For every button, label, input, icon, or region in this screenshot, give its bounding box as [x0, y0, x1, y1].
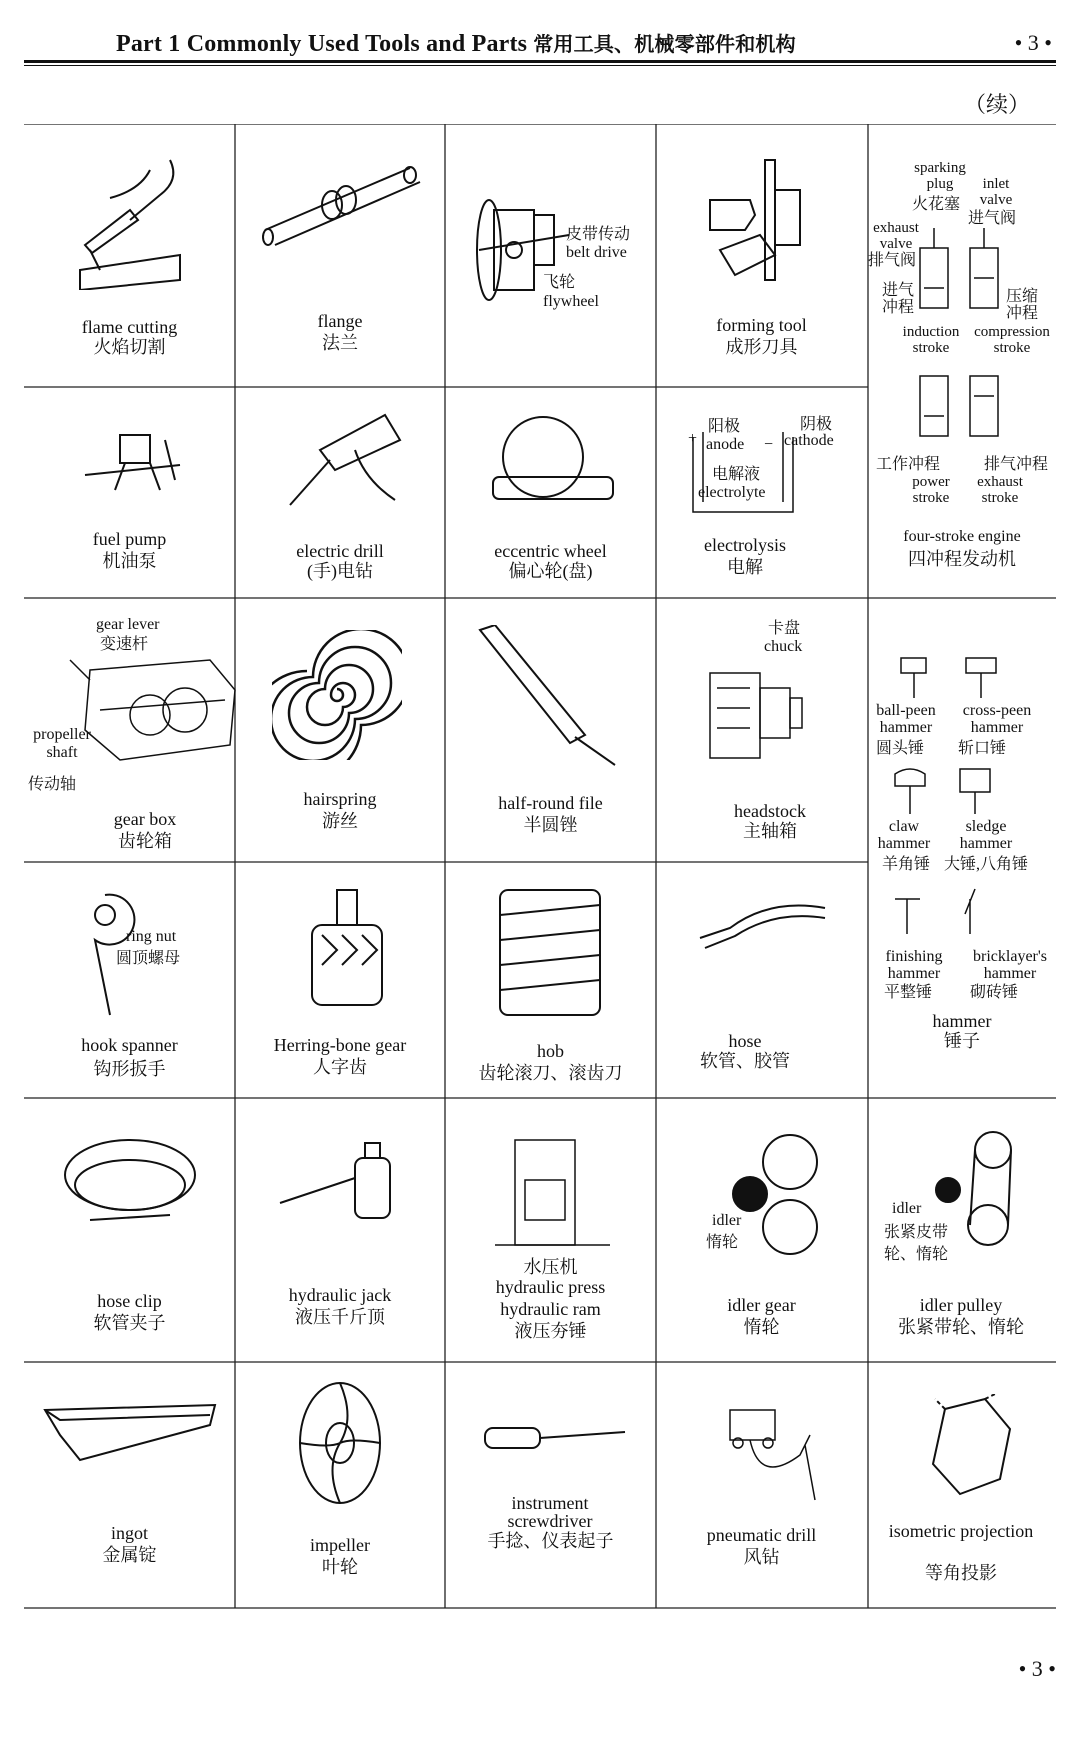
hydraulic-press-illustration [495, 1130, 610, 1250]
gear-lever-cn: 变速杆 [100, 636, 149, 653]
electric-drill-illustration [275, 410, 405, 520]
idler-pulley-label-en: idler [892, 1200, 922, 1217]
continued-marker: （续） [964, 92, 1031, 117]
ball-peen-en: ball-peen hammer [876, 702, 936, 736]
half-round-file-en: half-round file [498, 793, 603, 813]
eccentric-wheel-illustration [488, 412, 618, 512]
forming-tool-illustration [700, 155, 810, 285]
gear-box-cn: 齿轮箱 [118, 831, 172, 851]
induction-en: induction stroke [902, 324, 960, 356]
hairspring-cn: 游丝 [322, 811, 358, 831]
eccentric-wheel-en: eccentric wheel [494, 541, 607, 561]
idler-pulley-en: idler pulley [919, 1295, 1003, 1315]
exhaust-valve-en: exhaust valve [873, 220, 919, 252]
plus-sign: + [688, 430, 698, 447]
half-round-file-cn: 半圆锉 [523, 815, 578, 835]
hammer-row1-illustration [896, 648, 1026, 703]
herring-bone-gear-en: Herring-bone gear [273, 1035, 407, 1055]
chuck-cn: 卡盘 [768, 620, 801, 637]
ring-nut-cn: 圆顶螺母 [116, 950, 181, 967]
header-rule-thin [24, 65, 1056, 66]
idler-cn: 惰轮 [706, 1234, 739, 1251]
isometric-projection-illustration [925, 1394, 1015, 1499]
screwdriver-en: instrument screwdriver [507, 1493, 593, 1531]
hammer-cn: 锤子 [944, 1031, 980, 1051]
idler-gear-illustration [725, 1132, 825, 1262]
four-stroke-engine-en: four-stroke engine [903, 528, 1021, 545]
compression-en: compression stroke [974, 324, 1050, 356]
claw-hammer-en: claw hammer [877, 818, 931, 852]
hose-en: hose [728, 1031, 762, 1051]
inlet-valve-cn: 进气阀 [968, 210, 1017, 227]
hammer-row3-illustration [890, 884, 1020, 939]
finishing-hammer-cn: 平整锤 [884, 984, 933, 1001]
hose-cn: 软管、胶管 [700, 1051, 790, 1071]
forming-tool-en: forming tool [716, 315, 807, 335]
fuel-pump-cn: 机油泵 [102, 551, 157, 571]
headstock-en: headstock [734, 801, 806, 821]
engine-bottom-illustration [910, 366, 1020, 456]
electrolyte-en: electrolyte [698, 484, 766, 501]
flywheel-label-cn: 飞轮 [543, 274, 576, 291]
herring-bone-gear-illustration [302, 885, 392, 1015]
hydraulic-jack-en: hydraulic jack [288, 1285, 392, 1305]
cross-peen-en: cross-peen hammer [962, 702, 1032, 736]
hose-clip-cn: 软管夹子 [93, 1313, 166, 1333]
sparking-plug-cn: 火花塞 [912, 196, 961, 213]
headstock-illustration [705, 668, 805, 768]
sledge-hammer-cn: 大锤,八角锤 [944, 856, 1029, 873]
hose-clip-illustration [60, 1130, 200, 1250]
header-rule-thick [24, 60, 1056, 63]
hook-spanner-cn: 钩形扳手 [93, 1059, 166, 1079]
cathode-cn: 阴极 [800, 416, 833, 433]
minus-sign: − [764, 436, 774, 453]
electrolysis-cn: 电解 [727, 557, 763, 577]
title-chinese: 常用工具、机械零部件和机构 [533, 34, 796, 56]
anode-cn: 阳极 [708, 418, 741, 435]
isometric-projection-en: isometric projection [888, 1521, 1034, 1541]
hydraulic-press-cn: 水压机 [523, 1257, 578, 1277]
gear-box-en: gear box [113, 809, 177, 829]
electrolysis-en: electrolysis [704, 535, 786, 555]
forming-tool-cn: 成形刀具 [725, 337, 798, 357]
sparking-plug-en: sparking plug [914, 160, 966, 192]
herring-bone-gear-cn: 人字齿 [313, 1057, 367, 1077]
page-title [116, 28, 796, 58]
cathode-en: cathode [784, 432, 834, 449]
half-round-file-illustration [475, 625, 625, 770]
hammer-en: hammer [932, 1011, 992, 1031]
electric-drill-cn: (手)电钻 [307, 561, 373, 581]
hob-en: hob [537, 1041, 564, 1061]
power-cn: 工作冲程 [876, 456, 941, 473]
cross-peen-cn: 斩口锤 [958, 740, 1007, 757]
screwdriver-cn: 手捻、仪表起子 [487, 1531, 614, 1551]
belt-drive-label-cn: 皮带传动 [566, 226, 631, 243]
impeller-cn: 叶轮 [322, 1557, 358, 1577]
ingot-en: ingot [110, 1523, 148, 1543]
flame-cutting-illustration [70, 150, 190, 290]
title-english: Part 1 Commonly Used Tools and Parts [116, 31, 528, 57]
bricklayer-hammer-cn: 砌砖锤 [970, 984, 1019, 1001]
hydraulic-jack-illustration [275, 1138, 405, 1238]
idler-gear-cn: 惰轮 [743, 1317, 780, 1337]
pneumatic-drill-illustration [710, 1405, 830, 1510]
bricklayer-hammer-en: bricklayer's hammer [973, 948, 1047, 982]
claw-hammer-cn: 羊角锤 [882, 856, 931, 873]
hydraulic-ram-en: hydraulic ram [500, 1299, 601, 1319]
gear-lever-en: gear lever [96, 616, 160, 633]
inlet-valve-en: inlet valve [979, 176, 1013, 208]
fuel-pump-illustration [80, 420, 190, 510]
idler-pulley-label-cn: 张紧皮带轮、惰轮 [884, 1224, 949, 1263]
impeller-en: impeller [310, 1535, 370, 1555]
headstock-cn: 主轴箱 [743, 821, 797, 841]
hydraulic-press-en: hydraulic press [495, 1277, 606, 1297]
hook-spanner-en: hook spanner [81, 1035, 178, 1055]
propeller-shaft-en: propeller shaft [33, 726, 91, 761]
screwdriver-illustration [480, 1420, 630, 1460]
ingot-cn: 金属锭 [102, 1545, 157, 1565]
electric-drill-en: electric drill [296, 541, 384, 561]
hairspring-en: hairspring [303, 789, 377, 809]
propeller-shaft-cn: 传动轴 [28, 776, 77, 793]
idler-pulley-cn: 张紧带轮、惰轮 [898, 1317, 1024, 1337]
flange-illustration [260, 160, 430, 250]
power-en: power stroke [912, 474, 950, 506]
impeller-illustration [295, 1378, 385, 1508]
pneumatic-drill-cn: 风钻 [743, 1547, 780, 1567]
ring-nut-en: ring nut [126, 928, 177, 945]
flame-cutting-en: flame cutting [81, 317, 178, 337]
hose-illustration [690, 888, 830, 958]
hob-cn: 齿轮滚刀、滚齿刀 [478, 1063, 623, 1083]
four-stroke-engine-cn: 四冲程发动机 [908, 549, 1016, 569]
flywheel-label-en: flywheel [543, 293, 599, 310]
electrolyte-cn: 电解液 [712, 466, 761, 483]
fuel-pump-en: fuel pump [92, 529, 167, 549]
induction-cn: 进气冲程 [881, 282, 914, 316]
ingot-illustration [40, 1400, 220, 1470]
exhaust-en: exhaust stroke [977, 474, 1023, 506]
sledge-hammer-en: sledge hammer [959, 818, 1013, 852]
compression-cn: 压缩冲程 [1005, 288, 1038, 322]
anode-en: anode [706, 436, 745, 453]
hob-illustration [495, 885, 605, 1020]
footer-page-number: • 3 • [1018, 1656, 1056, 1681]
idler-en: idler [712, 1212, 742, 1229]
hydraulic-ram-cn: 液压夯锤 [514, 1321, 587, 1341]
eccentric-wheel-cn: 偏心轮(盘) [508, 561, 593, 581]
ball-peen-cn: 圆头锤 [876, 740, 925, 757]
idler-gear-en: idler gear [727, 1295, 796, 1315]
finishing-hammer-en: finishing hammer [885, 948, 943, 982]
hydraulic-jack-cn: 液压千斤顶 [295, 1307, 385, 1327]
exhaust-valve-cn: 排气阀 [868, 252, 917, 269]
exhaust-cn: 排气冲程 [984, 456, 1049, 473]
flange-en: flange [317, 311, 363, 331]
flame-cutting-cn: 火焰切割 [93, 337, 166, 357]
flange-cn: 法兰 [322, 333, 358, 353]
isometric-projection-cn: 等角投影 [925, 1563, 997, 1583]
header-page-number: • 3 • [1014, 30, 1052, 55]
hammer-row2-illustration [890, 764, 1020, 819]
pneumatic-drill-en: pneumatic drill [706, 1525, 817, 1545]
hairspring-illustration [272, 630, 402, 760]
belt-drive-label-en: belt drive [566, 244, 627, 261]
hose-clip-en: hose clip [97, 1291, 162, 1311]
chuck-en: chuck [764, 638, 803, 655]
